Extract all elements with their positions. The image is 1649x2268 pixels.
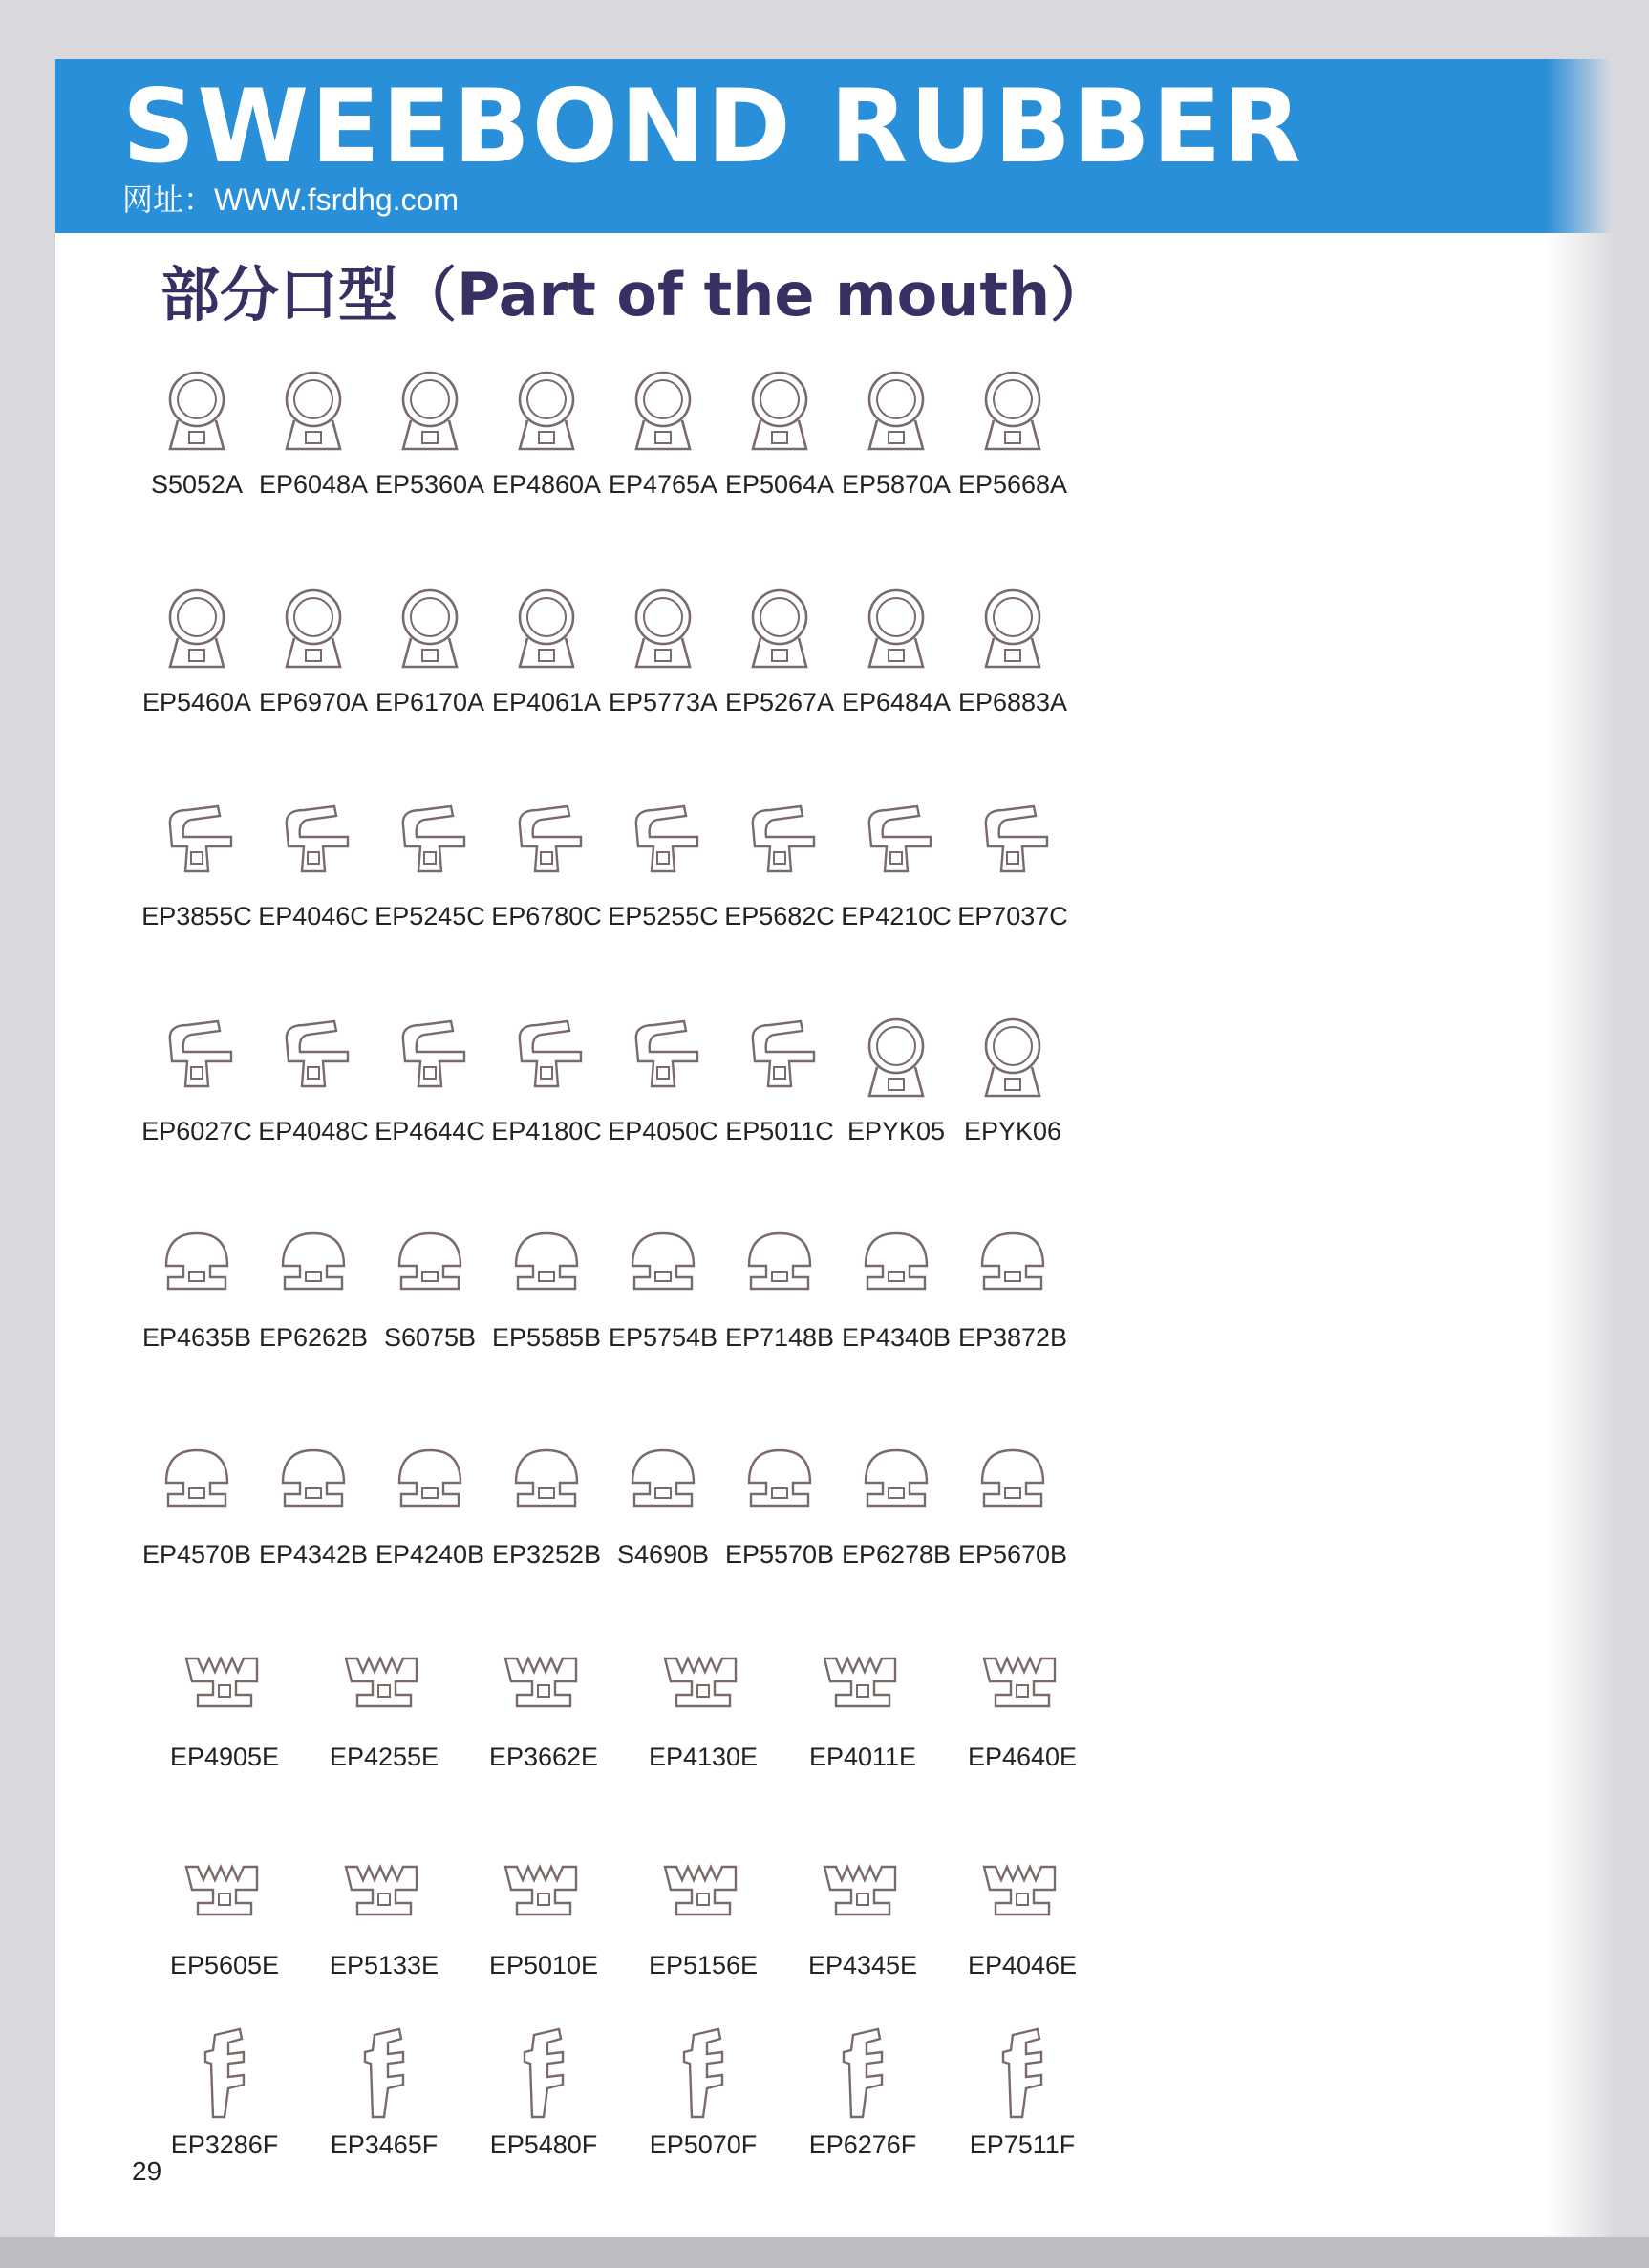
profile-code: EP7037C	[957, 902, 1068, 931]
profile-code: EP4210C	[841, 902, 952, 931]
profile-code: EP3662E	[488, 1743, 599, 1771]
profile-code: EP3465F	[330, 2130, 439, 2159]
seal-profile-icon	[496, 1846, 591, 1941]
section-title: 部分口型（Part of the mouth）	[161, 260, 1110, 330]
profile-code: EP5585B	[491, 1323, 602, 1352]
profile-code: EP3872B	[957, 1323, 1068, 1352]
seal-profile-icon	[336, 1637, 432, 1733]
profile-code: EP5133E	[329, 1951, 439, 1979]
brand-title: SWEEBOND RUBBER	[122, 68, 1303, 185]
profile-item	[898, 1435, 1127, 1597]
profile-code: EP6276F	[808, 2130, 917, 2159]
seal-profile-icon	[655, 1846, 751, 1941]
profile-code: EP5460A	[141, 688, 252, 717]
profile-item	[898, 1012, 1127, 1174]
profile-code: EP4340B	[841, 1323, 952, 1352]
profile-item	[908, 1637, 1137, 1800]
profile-code: EP6262B	[258, 1323, 369, 1352]
seal-profile-icon	[815, 1846, 910, 1941]
profile-code: EP4644C	[375, 1117, 485, 1145]
profile-code: EP4905E	[169, 1743, 280, 1771]
seal-profile-icon	[655, 2025, 751, 2121]
profile-code: EP6484A	[841, 688, 952, 717]
seal-profile-icon	[974, 1846, 1070, 1941]
seal-profile-icon	[974, 1637, 1070, 1733]
profile-code: EP5754B	[608, 1323, 718, 1352]
profile-code: EP4240B	[375, 1540, 485, 1569]
seal-profile-icon	[177, 1846, 272, 1941]
profile-code: EP5070F	[649, 2130, 758, 2159]
page-shadow	[1546, 59, 1613, 2237]
profile-code: EP5156E	[648, 1951, 759, 1979]
profile-code: S4690B	[616, 1540, 710, 1569]
profile-code: EP4860A	[491, 470, 602, 499]
profile-code: EP3286F	[170, 2130, 279, 2159]
profile-item	[898, 365, 1127, 527]
profile-item	[898, 797, 1127, 959]
profile-code: EP5267A	[724, 688, 835, 717]
profile-code: EP4345E	[807, 1951, 918, 1979]
profile-code: EP5670B	[957, 1540, 1068, 1569]
seal-profile-icon	[655, 1637, 751, 1733]
profile-code: EP4342B	[258, 1540, 369, 1569]
profile-code: EP5245C	[375, 902, 485, 931]
profile-code: EP5255C	[608, 902, 718, 931]
profile-code: S5052A	[150, 470, 244, 499]
catalog-page	[55, 59, 1613, 2237]
profile-code: EP4570B	[141, 1540, 252, 1569]
profile-code: EP6970A	[258, 688, 369, 717]
profile-item	[898, 1218, 1127, 1380]
profile-item	[908, 2025, 1137, 2188]
seal-profile-icon	[815, 2025, 910, 2121]
profile-code: EP4635B	[141, 1323, 252, 1352]
seal-profile-icon	[965, 1435, 1060, 1530]
profile-code: EP3855C	[141, 902, 252, 931]
profile-code: EP7148B	[724, 1323, 835, 1352]
profile-code: EP4046E	[967, 1951, 1078, 1979]
profile-item	[908, 1846, 1137, 2008]
seal-profile-icon	[974, 2025, 1070, 2121]
seal-profile-icon	[965, 365, 1060, 460]
profile-code: EP4180C	[491, 1117, 602, 1145]
profile-code: EP6027C	[141, 1117, 252, 1145]
profile-code: EP5773A	[608, 688, 718, 717]
profile-code: EP6048A	[258, 470, 369, 499]
seal-profile-icon	[965, 583, 1060, 678]
profile-code: EP5870A	[841, 470, 952, 499]
profile-code: EP4130E	[648, 1743, 759, 1771]
seal-profile-icon	[336, 1846, 432, 1941]
profile-code: EP4640E	[967, 1743, 1078, 1771]
profile-code: EP4011E	[808, 1743, 917, 1771]
profile-code: EP6883A	[957, 688, 1068, 717]
profile-code: EP5064A	[724, 470, 835, 499]
profile-code: EP6170A	[375, 688, 485, 717]
profile-code: EP4255E	[329, 1743, 439, 1771]
profile-code: EP4061A	[491, 688, 602, 717]
profile-code: EP5010E	[488, 1951, 599, 1979]
profile-code: EP3252B	[491, 1540, 602, 1569]
profile-code: EPYK05	[846, 1117, 946, 1145]
seal-profile-icon	[965, 1218, 1060, 1314]
seal-profile-icon	[496, 2025, 591, 2121]
profile-code: EP5605E	[169, 1951, 280, 1979]
seal-profile-icon	[965, 797, 1060, 892]
profile-code: EP4050C	[608, 1117, 718, 1145]
website-url: 网址：WWW.fsrdhg.com	[122, 182, 460, 217]
page-number: 29	[132, 2156, 162, 2186]
profile-code: EP5682C	[724, 902, 835, 931]
scan-edge	[0, 2237, 1649, 2268]
seal-profile-icon	[496, 1637, 591, 1733]
profile-code: EP5011C	[725, 1117, 834, 1145]
profile-code: EPYK06	[963, 1117, 1062, 1145]
profile-code: EP4048C	[258, 1117, 369, 1145]
profile-code: EP6780C	[491, 902, 602, 931]
profile-code: EP6278B	[841, 1540, 952, 1569]
profile-code: EP5360A	[375, 470, 485, 499]
seal-profile-icon	[815, 1637, 910, 1733]
header-banner	[55, 59, 1613, 233]
profile-code: EP5570B	[724, 1540, 835, 1569]
seal-profile-icon	[177, 1637, 272, 1733]
profile-code: EP4046C	[258, 902, 369, 931]
profile-code: EP5668A	[957, 470, 1068, 499]
profile-code: EP5480F	[489, 2130, 598, 2159]
profile-item	[898, 583, 1127, 745]
profile-code: EP7511F	[969, 2130, 1076, 2159]
seal-profile-icon	[965, 1012, 1060, 1107]
seal-profile-icon	[336, 2025, 432, 2121]
profile-code: S6075B	[383, 1323, 477, 1352]
profile-code: EP4765A	[608, 470, 718, 499]
seal-profile-icon	[177, 2025, 272, 2121]
